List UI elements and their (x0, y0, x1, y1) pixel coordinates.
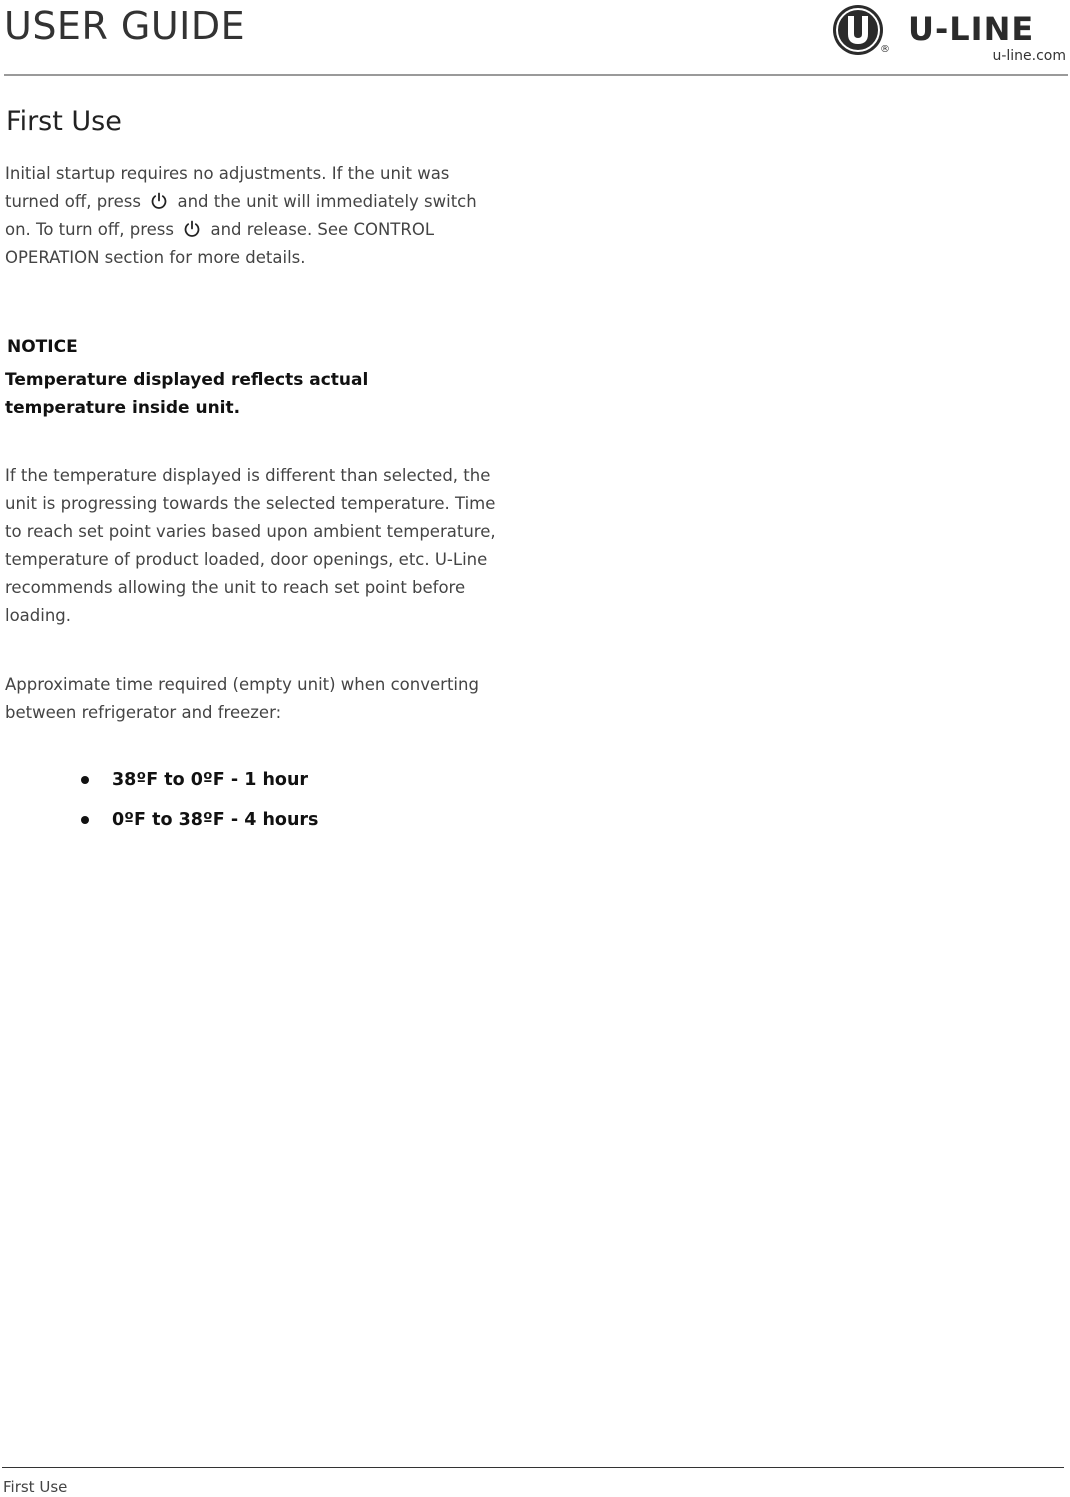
intro-text-1: Initial startup requires no adjustments. If the unit was turned off, press (5, 164, 450, 211)
list-item (72, 806, 318, 846)
u-line-logo-icon (832, 4, 886, 58)
footer-label: First Use (3, 1478, 68, 1496)
bullet-icon (81, 816, 89, 824)
bullet-icon (81, 776, 89, 784)
page-header-title: USER GUIDE (4, 4, 246, 48)
section-title: First Use (6, 106, 122, 137)
svg-text:U-LINE: U-LINE (908, 10, 1035, 46)
conversion-paragraph: Approximate time required (empty unit) when converting between refrigerator and freezer: (5, 675, 479, 722)
brand-logo (832, 4, 1068, 64)
registered-mark: ® (880, 44, 890, 55)
conversion-text: 0ºF to 38ºF - 4 hours (112, 810, 319, 830)
intro-paragraph (5, 160, 497, 272)
header-divider (4, 74, 1068, 76)
temperature-paragraph: If the temperature displayed is different than selected, the unit is progressing towards the selected temperature. Time to reach set point varies based upon ambient temperature, temperature of product loaded, door openings, etc. U-Line recommends allowing the unit to reach set point before loading. (5, 466, 496, 625)
notice-text: Temperature displayed reflects actual temperature inside unit. (5, 370, 369, 418)
conversion-list (72, 766, 318, 846)
notice-label: NOTICE (7, 337, 78, 357)
conversion-text: 38ºF to 0ºF - 1 hour (112, 770, 309, 790)
power-icon (183, 220, 201, 238)
power-icon (150, 192, 168, 210)
brand-wordmark (908, 10, 1066, 46)
list-item (72, 766, 318, 806)
intro-text-3: and release. See CONTROL OPERATION section for more details. (5, 220, 435, 267)
intro-text-2: and the unit will immediately switch on. To turn off, press (5, 192, 477, 239)
footer-divider (2, 1467, 1064, 1468)
brand-url: u-line.com (992, 48, 1066, 64)
